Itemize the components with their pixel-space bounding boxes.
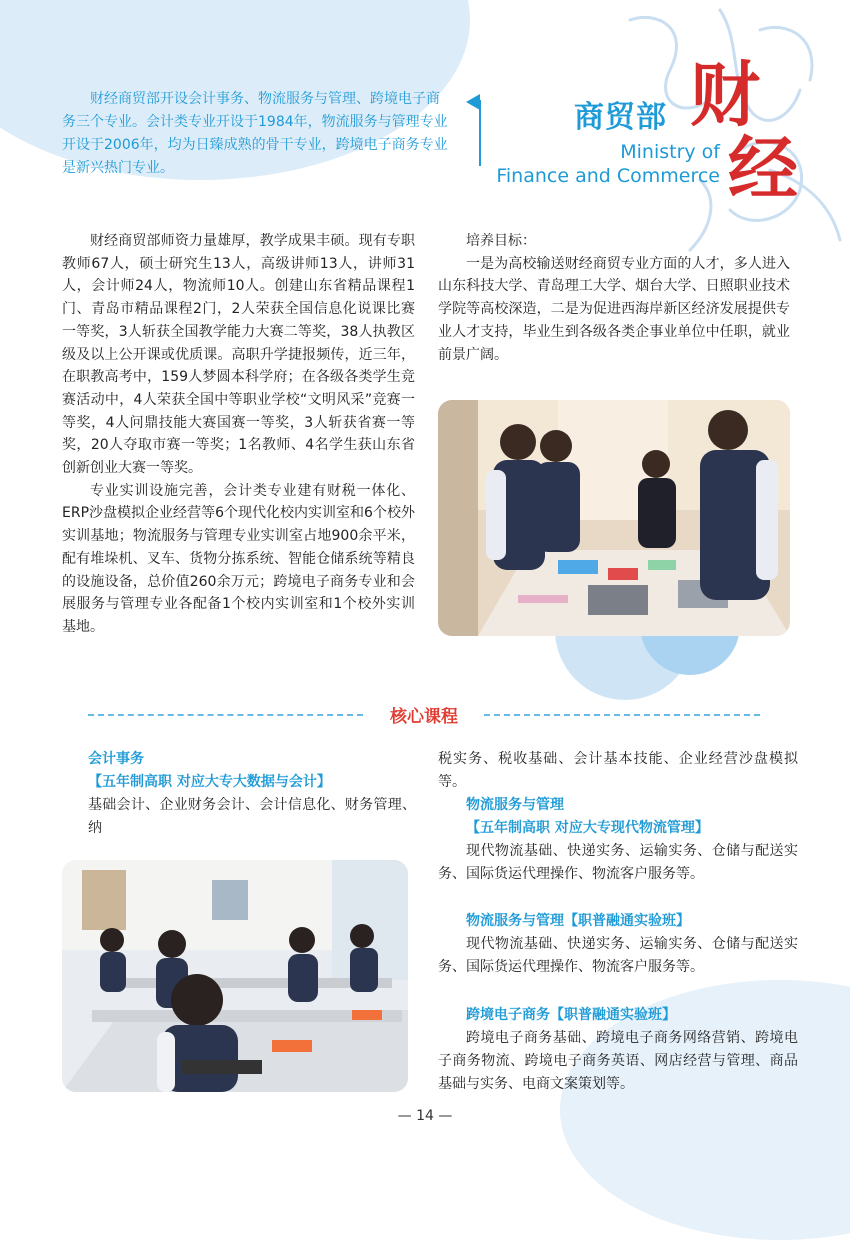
course-subtitle: 【五年制高职 对应大专现代物流管理】: [466, 820, 709, 836]
course-body: 现代物流基础、快递实务、运输实务、仓储与配送实务、国际货运代理操作、物流客户服务等。: [438, 843, 798, 882]
course-title: 物流服务与管理【职普融通实验班】: [466, 913, 690, 929]
classroom-photo: [62, 860, 408, 1092]
department-name-cn: 商贸部: [574, 100, 667, 135]
left-column: [62, 230, 415, 639]
course-title: 跨境电子商务【职普融通实验班】: [466, 1007, 676, 1023]
course-ecommerce: [438, 1004, 798, 1096]
classroom-illustration: [62, 860, 408, 1092]
course-body: 现代物流基础、快递实务、运输实务、仓储与配送实务、国际货运代理操作、物流客户服务等。: [438, 936, 798, 975]
department-name-en-line2: Finance and Commerce: [496, 165, 720, 187]
course-logistics-experimental: [438, 910, 798, 979]
training-room-illustration: [438, 400, 790, 636]
section-title: 核心课程: [390, 707, 458, 727]
goal-paragraph: 一是为高校输送财经商贸专业方面的人才，多人进入山东科技大学、青岛理工大学、烟台大学、日照职业技术学院等高校深造，二是为促进西海岸新区经济发展提供专业人才支持，毕业生到各级各类企事业单位中任职，就业前景广阔。: [438, 255, 790, 363]
page-number: — 14 —: [397, 1108, 453, 1124]
course-accounting: [88, 748, 416, 840]
core-courses-header: [88, 702, 760, 726]
course-accounting-body-continued: 税实务、税收基础、会计基本技能、企业经营沙盘模拟等。: [438, 751, 798, 790]
training-room-photo: [438, 400, 790, 636]
calligraphy-char-2: 经: [728, 127, 798, 210]
intro-paragraph: 财经商贸部开设会计事务、物流服务与管理、跨境电子商务三个专业。会计类专业开设于1984年，物流服务与管理专业开设于2006年，均为日臻成熟的骨干专业，跨境电子商务专业是新兴热门专业。: [62, 91, 448, 176]
course-subtitle: 【五年制高职 对应大专大数据与会计】: [88, 774, 331, 790]
course-logistics: [438, 794, 798, 886]
pointer-triangle-icon: [466, 94, 480, 110]
course-title: 物流服务与管理: [466, 797, 564, 813]
department-name-en-line1: Ministry of: [620, 141, 720, 163]
calligraphy-char-1: 财: [690, 53, 760, 136]
faculty-paragraph: 财经商贸部师资力量雄厚，教学成果丰硕。现有专职教师67人，硕士研究生13人，高级讲师13人，讲师31人，会计师24人，物流师10人。创建山东省精品课程1门、青岛市精品课程2门，2人荣获全国信息化说课比赛一等奖，3人斩获全国教学能力大赛二等奖，38人执教区级及以上公开课或优质课。高职升学捷报频传，近三年，在职教高考中，159人梦圆本科学府；在各级各类学生竞赛活动中，4人荣获全国中等职业学校“文明风采”竞赛一等奖，4人问鼎技能大赛国赛一等奖，3人斩获省赛一等奖，20人夺取市赛一等奖；1名教师、4名学生获山东省创新创业大赛一等奖。: [62, 233, 415, 477]
divider-right: [484, 714, 760, 716]
department-name-en: [490, 140, 720, 188]
facilities-paragraph: 专业实训设施完善，会计类专业建有财税一体化、ERP沙盘模拟企业经营等6个现代化校内实训室和6个校外实训基地；物流服务与管理专业实训室占地900余平米，配有堆垛机、叉车、货物分拣系统、智能仓储系统等精良的设施设备，总价值260余万元；跨境电子商务专业和会展服务与管理专业各配备1个校内实训室和1个校外实训基地。: [62, 482, 415, 635]
header-divider-line: [479, 100, 481, 166]
goal-label: 培养目标：: [466, 233, 536, 249]
course-title: 会计事务: [88, 751, 144, 767]
right-column: [438, 230, 790, 366]
course-body: 基础会计、企业财务会计、会计信息化、财务管理、纳: [88, 797, 416, 836]
course-body: 跨境电子商务基础、跨境电子商务网络营销、跨境电子商务物流、跨境电子商务英语、网店经营与管理、商品基础与实务、电商文案策划等。: [438, 1030, 798, 1092]
